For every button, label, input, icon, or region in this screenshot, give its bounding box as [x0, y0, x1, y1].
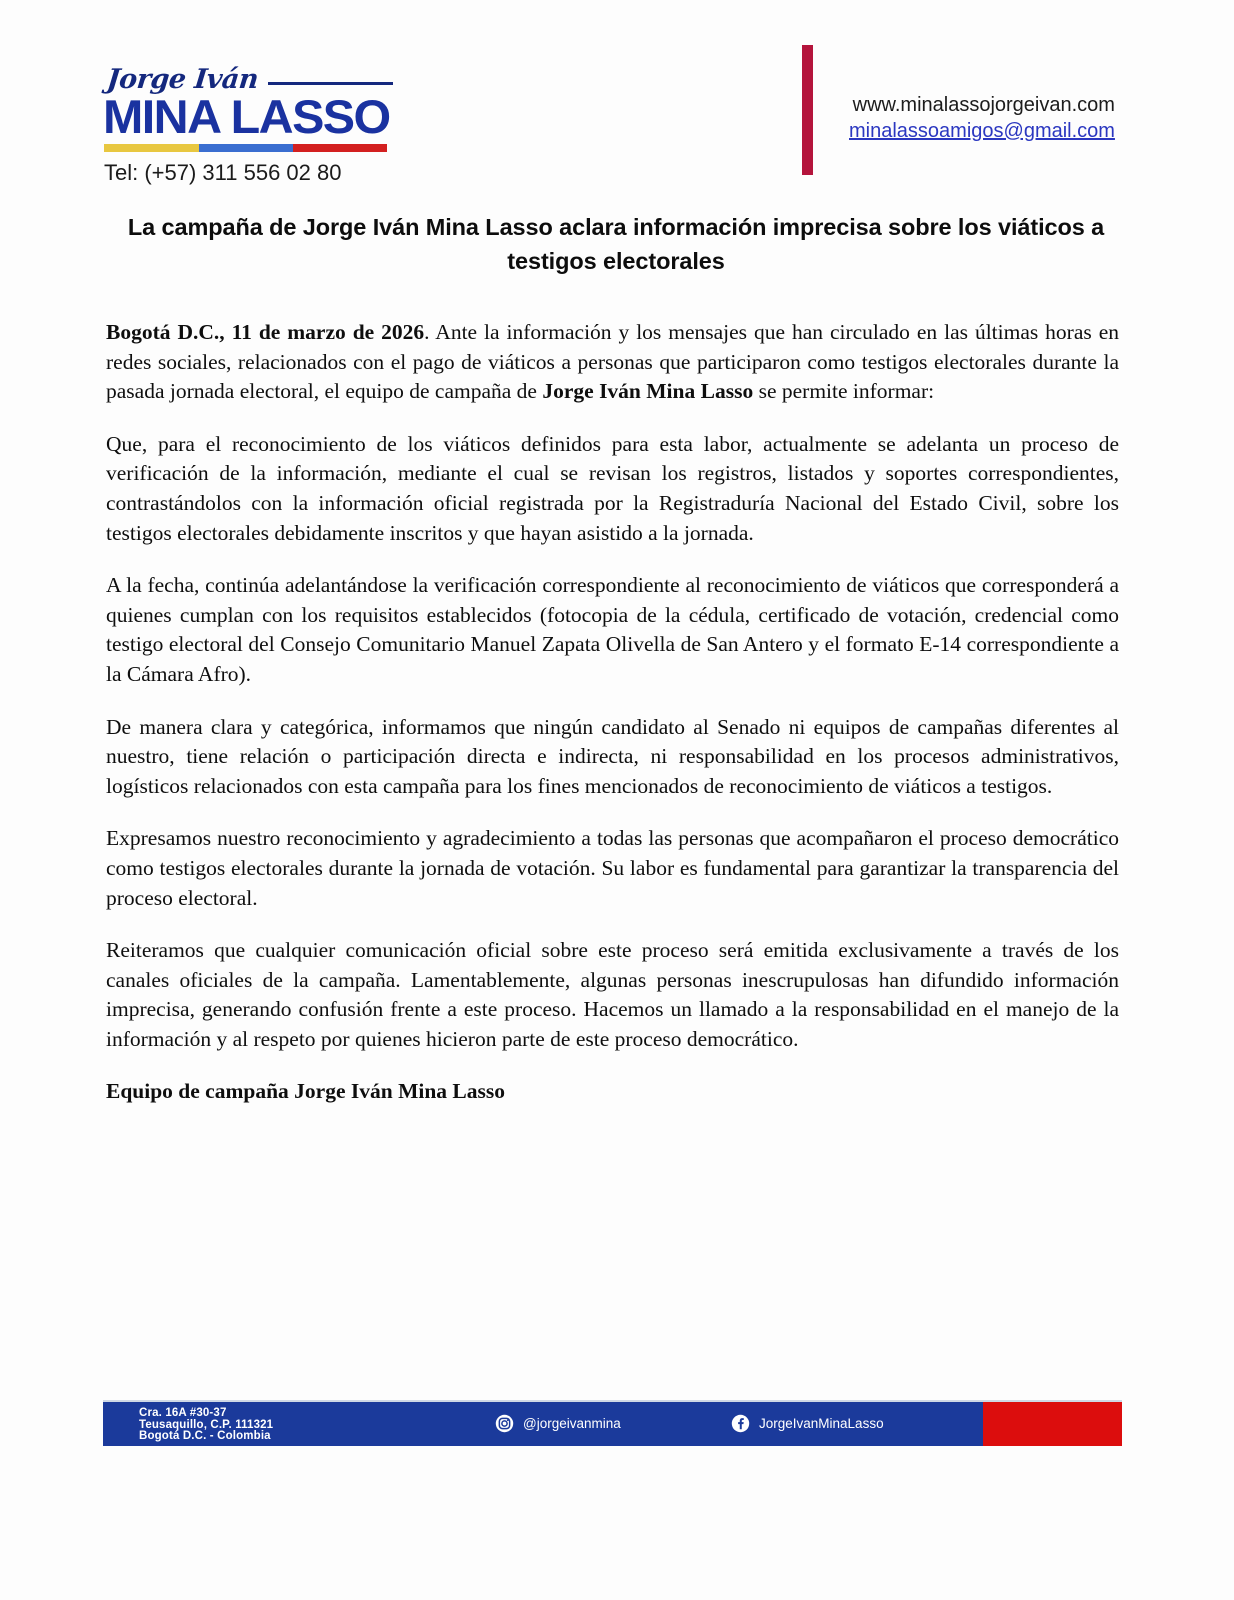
red-accent-rule: [802, 45, 813, 175]
letterhead-header: [0, 0, 1234, 196]
logo-main-name: MINA LASSO: [103, 90, 390, 143]
facebook-handle: JorgeIvanMinaLasso: [759, 1415, 884, 1431]
facebook-icon: [731, 1414, 750, 1433]
paragraph-4: De manera clara y categórica, informamos que ningún candidato al Senado ni equipos de campañas diferentes al nuestro, tiene relación o participación directa e indirecta, ni responsabilidad en los procesos administrativos, logísticos relacionados con esta campaña para los fines mencionados de reconocimiento de viáticos a testigos.: [106, 714, 1119, 798]
dateline: Bogotá D.C., 11 de marzo de 2026: [106, 320, 425, 344]
paragraph-1: [106, 318, 1119, 407]
flag-red-segment: [293, 144, 387, 152]
header-contact-block: [802, 45, 1115, 175]
paragraph-6: Reiteramos que cualquier comunicación oficial sobre este proceso será emitida exclusivamente a través de los canales oficiales de la campaña. Lamentablemente, algunas personas inescrupulosas han difundido información imprecisa, generando confusión frente a este proceso. Hacemos un llamado a la responsabilidad en el manejo de la información y al respeto por quienes hicieron parte de este proceso democrático.: [106, 938, 1119, 1051]
signoff-line: Equipo de campaña Jorge Iván Mina Lasso: [106, 1079, 506, 1104]
flag-blue-segment: [199, 144, 293, 152]
footer-address: [139, 1408, 273, 1443]
flag-yellow-segment: [104, 144, 199, 152]
logo-rule: [268, 82, 393, 85]
instagram-icon: [495, 1414, 514, 1433]
footer-address-line-1: Cra. 16A #30-37: [139, 1407, 227, 1419]
website-text: www.minalassojorgeivan.com: [852, 94, 1115, 116]
colombia-flag-bar: [104, 144, 387, 152]
email-link[interactable]: minalassoamigos@gmail.com: [849, 120, 1115, 142]
document-body: [106, 318, 1119, 1107]
instagram-handle: @jorgeivanmina: [523, 1415, 621, 1431]
instagram-link[interactable]: [495, 1414, 621, 1433]
logo-phone: Tel: (+57) 311 556 02 80: [104, 160, 342, 185]
contact-lines: [849, 45, 1115, 175]
campaign-logo: [103, 58, 393, 187]
paragraph-1-text-b: se permite informar:: [753, 379, 935, 404]
logo-script-row: [107, 58, 393, 94]
footer-address-line-2: Teusaquillo, C.P. 111321: [139, 1418, 274, 1431]
logo-script-name: Jorge Iván: [105, 64, 260, 95]
paragraph-2: Que, para el reconocimiento de los viáticos definidos para esta labor, actualmente se adelanta un proceso de verificación de la información, mediante el cual se revisan los registros, listados y soportes correspondientes, contrastándolos con la información oficial registrada por la Registraduría Nacional del Estado Civil, sobre los testigos electorales debidamente inscritos y que hayan asistido a la jornada.: [106, 431, 1119, 545]
footer-red-bar: [983, 1402, 1122, 1446]
paragraph-1-text-a: . Ante la información y los mensajes que han circulado en las últimas horas en redes sociales, relacionados con el pago de viáticos a personas que participaron como testigos electorales durante la pasada jornada electoral, el equipo de campaña de: [106, 320, 1119, 404]
footer-address-line-3: Bogotá D.C. - Colombia: [139, 1430, 271, 1442]
page-title: La campaña de Jorge Iván Mina Lasso aclara información imprecisa sobre los viáticos a testigos electorales: [127, 214, 1105, 274]
footer-blue-bar: [103, 1402, 983, 1446]
paragraph-3: A la fecha, continúa adelantándose la verificación correspondiente al reconocimiento de viáticos que corresponderá a quienes cumplan con los requisitos establecidos (fotocopia de la cédula, certificado de votación, credencial como testigo electoral del Consejo Comunitario Manuel Zapata Olivella de San Antero y el formato E-14 correspondiente a la Cámara Afro).: [106, 573, 1119, 686]
letterhead-footer: [103, 1402, 1122, 1446]
facebook-link[interactable]: [731, 1414, 884, 1433]
paragraph-5: Expresamos nuestro reconocimiento y agradecimiento a todas las personas que acompañaron el proceso democrático como testigos electorales durante la jornada de votación. Su labor es fundamental para garantizar la transparencia del proceso electoral.: [106, 826, 1119, 910]
candidate-name-bold: Jorge Iván Mina Lasso: [542, 379, 754, 404]
